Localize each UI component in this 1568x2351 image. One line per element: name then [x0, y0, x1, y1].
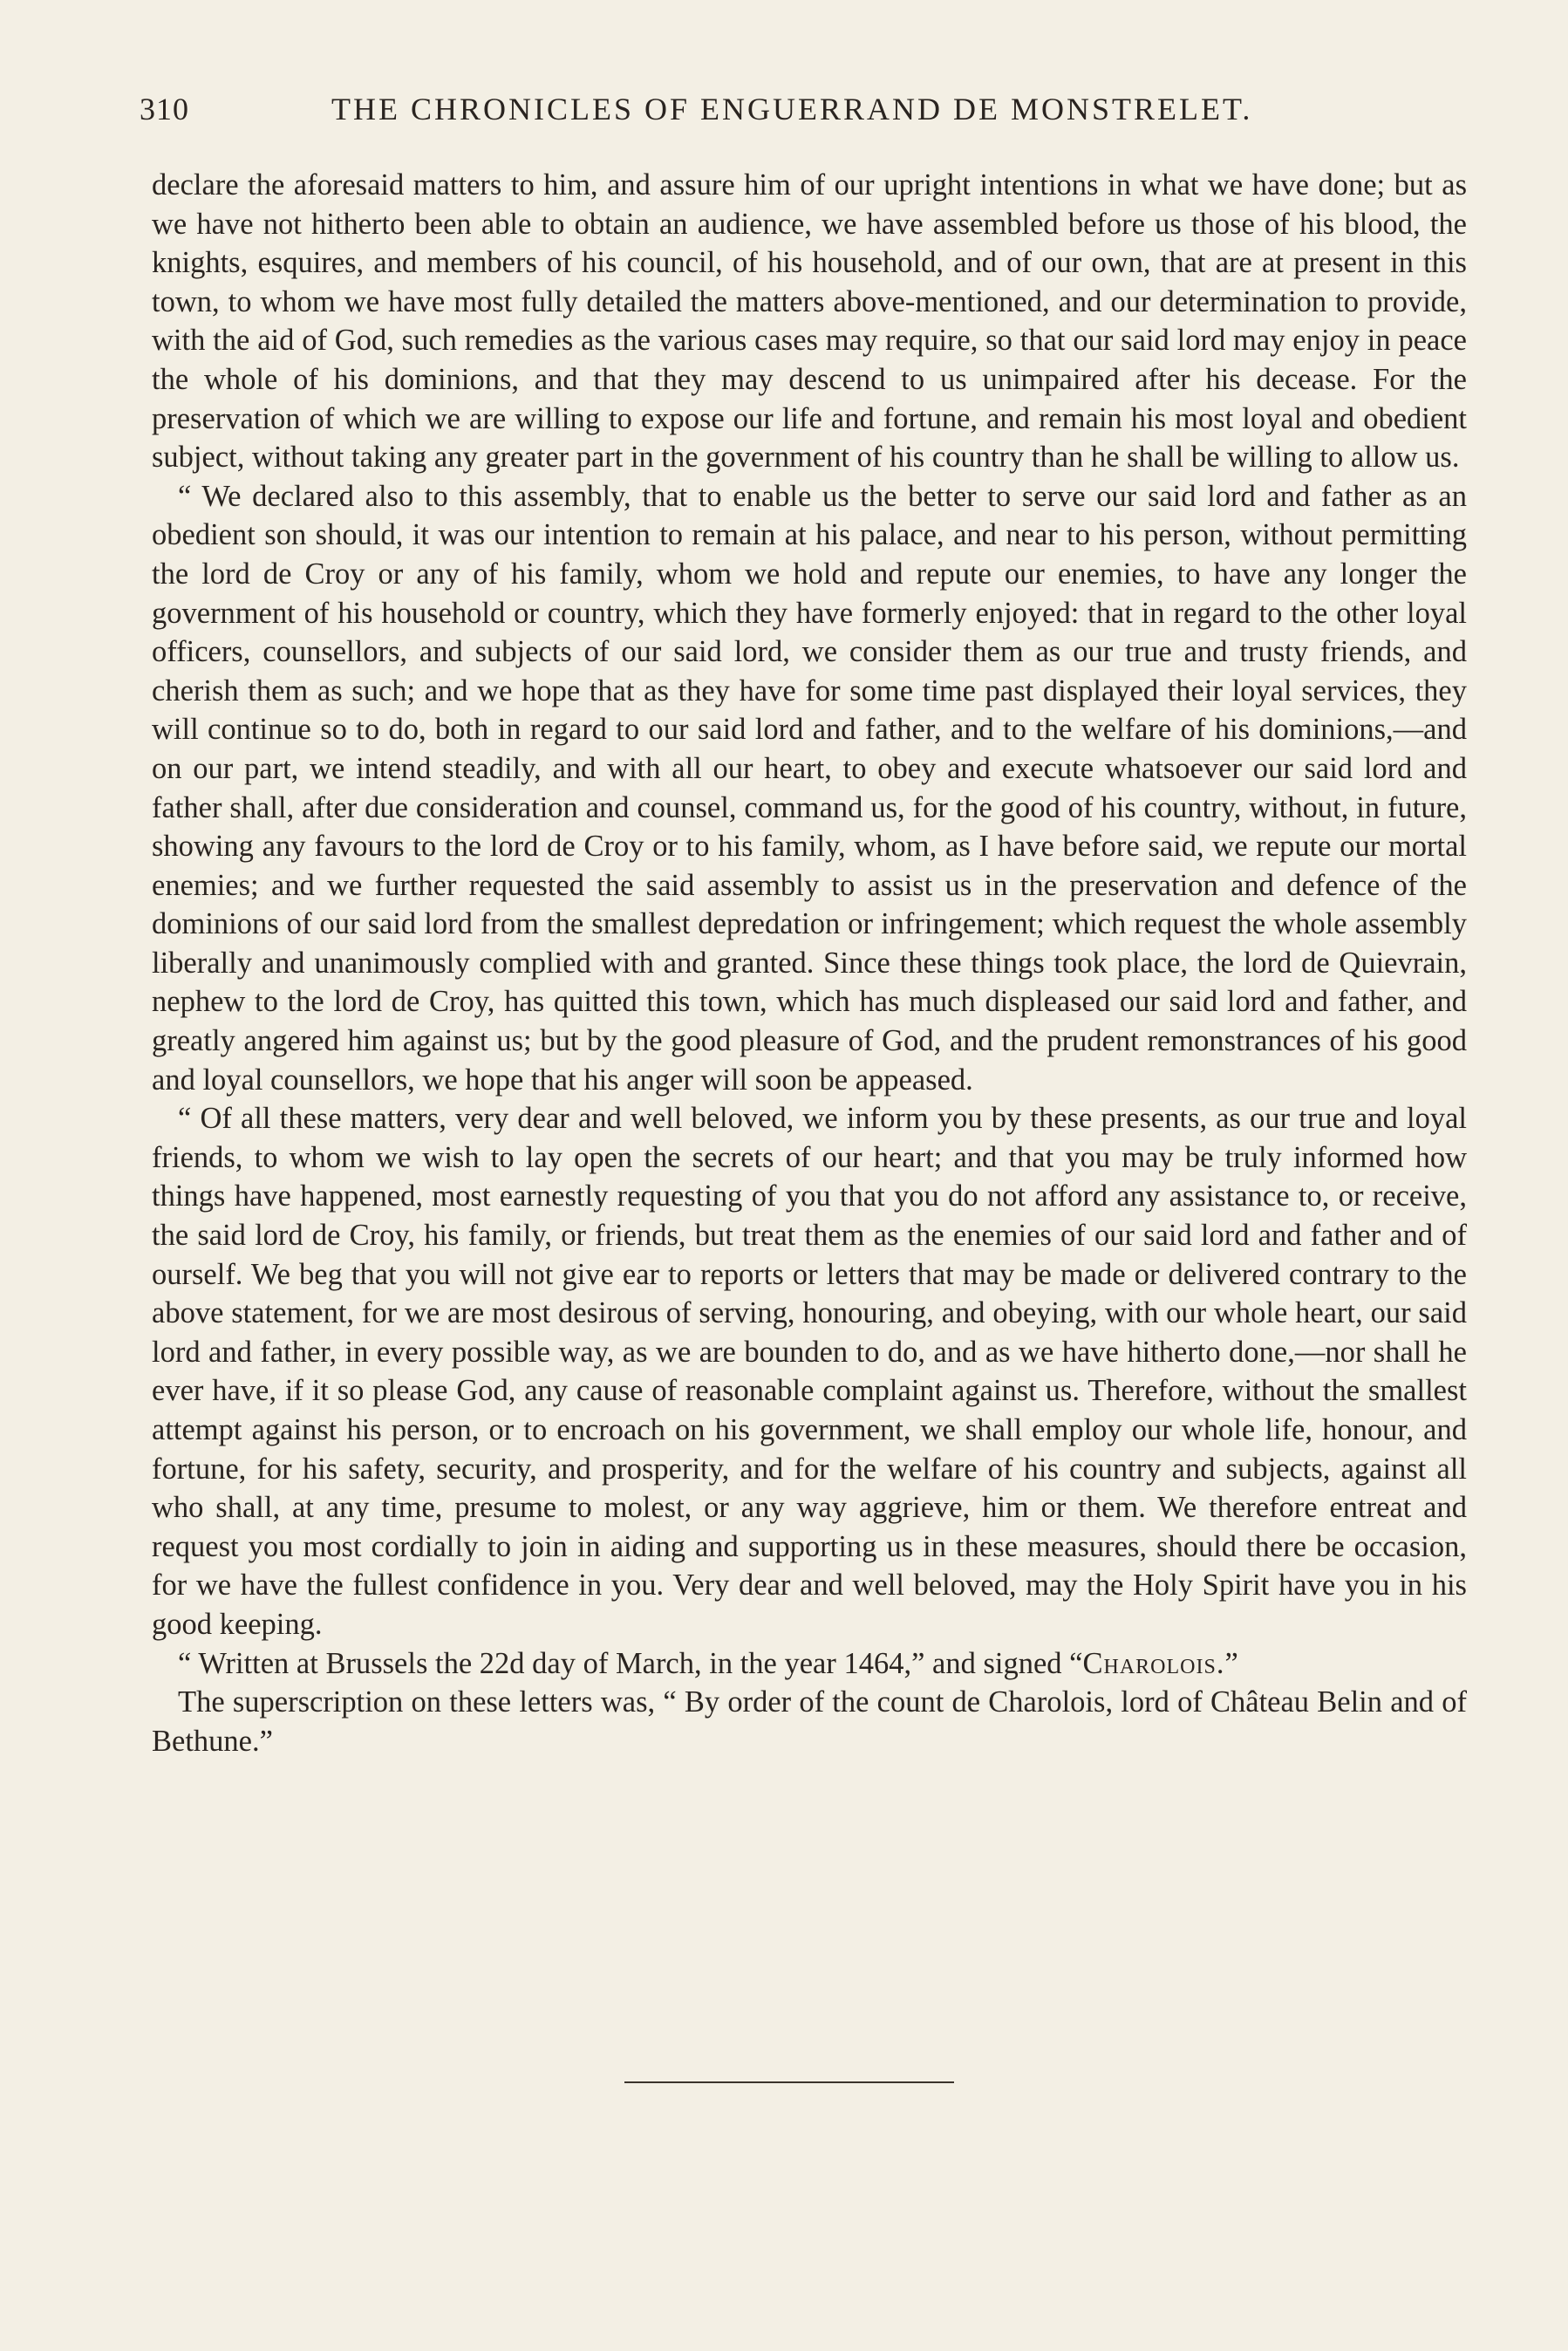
- body-text: [152, 166, 1467, 1760]
- signature-paragraph: [152, 1644, 1467, 1684]
- paragraph: The superscription on these letters was, “ By order of the count de Charolois, lord of Château Belin and of Bethune.”: [152, 1685, 1467, 1758]
- signature-lead-text: “ Written at Brussels the 22d day of March, in the year 1464,” and signed “: [178, 1646, 1083, 1680]
- paragraph: “ We declared also to this assembly, that to enable us the better to serve our said lord and father as an obedient son should, it was our intention to remain at his palace, and near to his person, without permitting the lord de Croy or any of his family, whom we hold and repute our enemies, to have any longer the government of his household or country, which they have formerly enjoyed: that in regard to the other loyal officers, counsellors, and subjects of our said lord, we consider them as our true and trusty friends, and cherish them as such; and we hope that as they have for some time past displayed their loyal services, they will continue so to do, both in regard to our said lord and father, and to the welfare of his dominions,—and on our part, we intend steadily, and with all our heart, to obey and execute whatsoever our said lord and father shall, after due consideration and counsel, command us, for the good of his country, without, in future, showing any favours to the lord de Croy or to his family, whom, as I have before said, we repute our mortal enemies; and we further requested the said assembly to assist us in the preservation and defence of the dominions of our said lord from the smallest depredation or infringement; which request the whole assembly liberally and unanimously complied with and granted. Since these things took place, the lord de Quievrain, nephew to the lord de Croy, has quitted this town, which has much displeased our said lord and father, and greatly angered him against us; but by the good pleasure of God, and the prudent remonstrances of his good and loyal counsellors, we hope that his anger will soon be appeased.: [152, 479, 1467, 1097]
- page-number: 310: [140, 92, 189, 126]
- section-divider-rule: [624, 2081, 954, 2083]
- signature-name: Charolois.”: [1082, 1646, 1239, 1680]
- paragraph: declare the aforesaid matters to him, and assure him of our upright intentions in what we have done; but as we have not hitherto been able to obtain an audience, we have assembled before us those of his blood, the knights, esquires, and members of his council, of his household, and of our own, that are at present in this town, to whom we have most fully detailed the matters above-mentioned, and our determination to provide, with the aid of God, such remedies as the various cases may require, so that our said lord may enjoy in peace the whole of his dominions, and that they may descend to us unimpaired after his decease. For the preservation of which we are willing to expose our life and fortune, and remain his most loyal and obedient subject, without taking any greater part in the government of his country than he shall be willing to allow us.: [152, 168, 1467, 475]
- paragraph: “ Of all these matters, very dear and well beloved, we inform you by these presents, as our true and loyal friends, to whom we wish to lay open the secrets of our heart; and that you may be truly informed how things have happened, most earnestly requesting of you that you do not afford any assistance to, or receive, the said lord de Croy, his family, or friends, but treat them as the enemies of our said lord and father and of ourself. We beg that you will not give ear to reports or letters that may be made or delivered contrary to the above statement, for we are most desirous of serving, honouring, and obeying, with our whole heart, our said lord and father, in every possible way, as we are bounden to do, and as we have hitherto done,—nor shall he ever have, if it so please God, any cause of reasonable complaint against us. Therefore, without the smallest attempt against his person, or to encroach on his government, we shall employ our whole life, honour, and fortune, for his safety, security, and prosperity, and for the welfare of his country and subjects, against all who shall, at any time, presume to molest, or any way aggrieve, him or them. We therefore entreat and request you most cordially to join in aiding and supporting us in these measures, should there be occasion, for we have the fullest confidence in you. Very dear and well beloved, may the Holy Spirit have you in his good keeping.: [152, 1102, 1467, 1641]
- page-header: [140, 91, 1465, 134]
- running-head: THE CHRONICLES OF ENGUERRAND DE MONSTRELET.: [331, 92, 1253, 126]
